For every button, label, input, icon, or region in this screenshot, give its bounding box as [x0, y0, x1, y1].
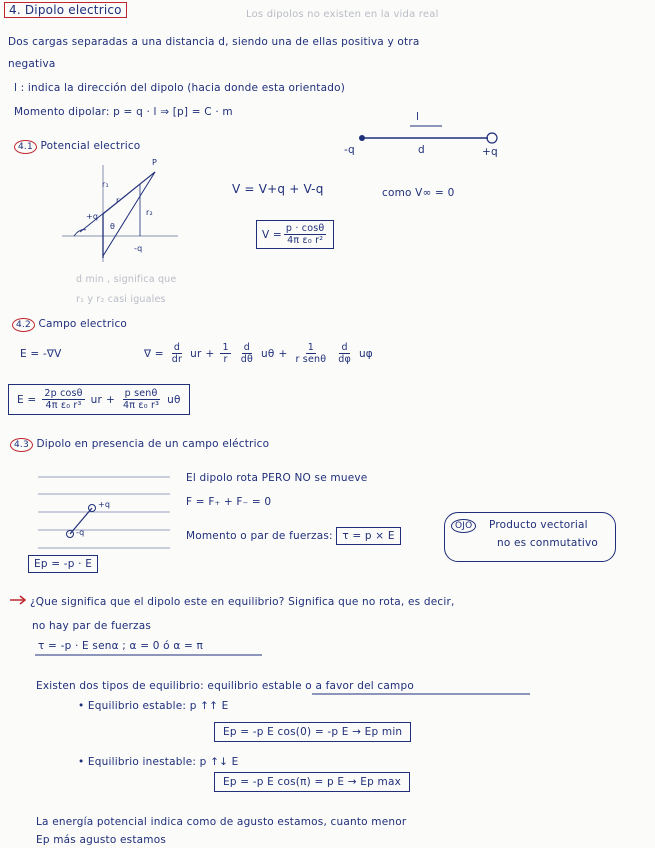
section-4-3-heading: [10, 438, 269, 452]
nabla-t3-frac-a: [293, 342, 328, 365]
nabla-t1-num: d: [173, 342, 181, 353]
ojo-note: [444, 512, 616, 562]
fig-r1-label: r₁: [102, 180, 109, 189]
stable-label: • Equilibrio estable: p ↑↑ E: [78, 700, 229, 712]
nabla-t2-unit: uθ: [260, 347, 275, 360]
potential-energy-boxed: [28, 558, 98, 570]
nabla-t1-unit: ur: [190, 347, 202, 360]
torque-box: τ = p × E: [336, 527, 400, 545]
boxed-lhs: V =: [262, 228, 282, 241]
nabla-t2-den2: dθ: [240, 354, 253, 365]
field-lhs: E =: [17, 393, 37, 406]
field-boxed: [8, 384, 190, 415]
nabla-t3-num: 1: [307, 342, 314, 353]
unstable-box: [214, 776, 410, 788]
intro-line-1: Dos cargas separadas a una distancia d, siendo una de ellas positiva y otra: [8, 36, 420, 48]
theta-arc: [74, 230, 86, 236]
negative-charge-dot: [359, 135, 365, 141]
nabla-t2-frac-b: [239, 342, 255, 365]
nabla-lhs: ∇ =: [144, 347, 164, 360]
dipole-d-label: d: [418, 144, 425, 156]
section-4-2-title: Campo electrico: [38, 318, 128, 330]
field-t2-num: p senθ: [124, 388, 158, 399]
equilibrium-question: ¿Que significa que el dipolo este en equilibrio? Significa que no rota, es decir,: [30, 596, 455, 608]
section-4-1-number: 4.1: [14, 140, 37, 154]
intro-line-4: Momento dipolar: p = q · l ⇒ [p] = C · m: [14, 106, 233, 118]
field-t2-unit: uθ: [167, 393, 181, 406]
ojo-note-line-1: Producto vectorial: [489, 519, 588, 531]
potential-eq: V = V+q + V-q: [232, 182, 324, 196]
header-note: Los dipolos no existen en la vida real: [246, 9, 439, 20]
fig-r2-label: r₂: [146, 208, 153, 217]
stable-box: [214, 726, 411, 738]
ojo-note-line-2: no es conmutativo: [497, 537, 599, 549]
section-4-1-heading: [14, 140, 140, 154]
nabla-t1-frac: [170, 342, 184, 365]
equilibrium-answer: no hay par de fuerzas: [32, 620, 152, 632]
potential-infinity-note: como V∞ = 0: [382, 187, 455, 199]
potential-energy-box: Ep = -p · E: [28, 555, 98, 573]
section-4-2-number: 4.2: [12, 318, 35, 332]
nabla-t3-frac-b: [336, 342, 353, 365]
section-4-3-title: Dipolo en presencia de un campo eléctrico: [36, 438, 270, 450]
field-t1-den: 4π ε₀ r³: [45, 400, 82, 411]
section-4-2-heading: [12, 318, 127, 332]
nabla-t1-den: dr: [171, 354, 183, 365]
nabla-expression: [144, 342, 373, 365]
intro-line-2: negativa: [8, 58, 56, 70]
nabla-t3-unit: uφ: [358, 347, 373, 360]
section-4-1-title: Potencial electrico: [40, 140, 141, 152]
fig-minus-label: -q: [134, 244, 143, 253]
field-t1-num: 2p cosθ: [44, 388, 83, 399]
unstable-box-text: Ep = -p E cos(π) = p E → Ep max: [214, 772, 410, 792]
fig-p-label: P: [152, 158, 158, 167]
equilibrium-types: Existen dos tipos de equilibrio: equilibrio estable o a favor del campo: [36, 680, 414, 692]
fig-field-minus: -q: [76, 528, 85, 537]
closing-line-2: Ep más agusto estamos: [36, 834, 167, 846]
plus-sign: +: [205, 347, 215, 360]
nabla-t2-frac-a: [220, 342, 230, 365]
nabla-t2-den: r: [223, 354, 228, 365]
dipole-l-label: l: [416, 111, 420, 123]
field-t2-frac: [121, 388, 161, 411]
field-gradient-eq: E = -∇V: [20, 348, 62, 360]
stable-box-text: Ep = -p E cos(0) = -p E → Ep min: [214, 722, 411, 742]
torque-equation: τ = -p · E senα ; α = 0 ó α = π: [38, 640, 204, 652]
rotation-note: El dipolo rota PERO NO se mueve: [186, 472, 368, 484]
section-4-3-number: 4.3: [10, 438, 33, 452]
fig-r-label: r: [116, 196, 120, 205]
dipole-neg-label: -q: [344, 144, 355, 156]
boxed-frac: [284, 223, 327, 246]
approx-note-1: d min , significa que: [76, 274, 177, 285]
nabla-t2-num2: d: [243, 342, 250, 353]
plus-sign: +: [106, 393, 116, 406]
plus-sign: +: [278, 347, 288, 360]
ojo-badge: OJO: [451, 519, 476, 533]
page-title: [4, 3, 127, 17]
fig-theta-label: θ: [110, 222, 116, 231]
nabla-t3-den2: dφ: [338, 354, 351, 365]
field-t1-frac: [42, 388, 84, 411]
title-text: 4. Dipolo electrico: [4, 2, 127, 18]
nabla-t3-num2: d: [341, 342, 348, 353]
nabla-t3-den: r senθ: [295, 354, 327, 365]
closing-line-1: La energía potencial indica como de agusto estamos, cuanto menor: [36, 816, 407, 828]
fig-plus-label: +q: [86, 212, 99, 221]
dipole-pos-label: +q: [482, 146, 498, 158]
force-sum: F = F₊ + F₋ = 0: [186, 496, 272, 508]
positive-charge-circle: [487, 133, 497, 143]
boxed-num: p · cosθ: [285, 223, 325, 234]
field-t1-unit: ur: [90, 393, 103, 406]
torque-line: [186, 530, 401, 542]
nabla-t2-num: 1: [222, 342, 229, 353]
fig-field-plus: +q: [98, 500, 111, 509]
intro-line-3: l : indica la dirección del dipolo (hacia donde esta orientado): [14, 82, 346, 94]
torque-label: Momento o par de fuerzas:: [186, 530, 333, 542]
field-t2-den: 4π ε₀ r³: [123, 400, 160, 411]
unstable-label: • Equilibrio inestable: p ↑↓ E: [78, 756, 239, 768]
potential-boxed: [256, 220, 334, 249]
boxed-den: 4π ε₀ r²: [287, 235, 324, 246]
approx-note-2: r₁ y r₂ casi iguales: [76, 294, 166, 305]
